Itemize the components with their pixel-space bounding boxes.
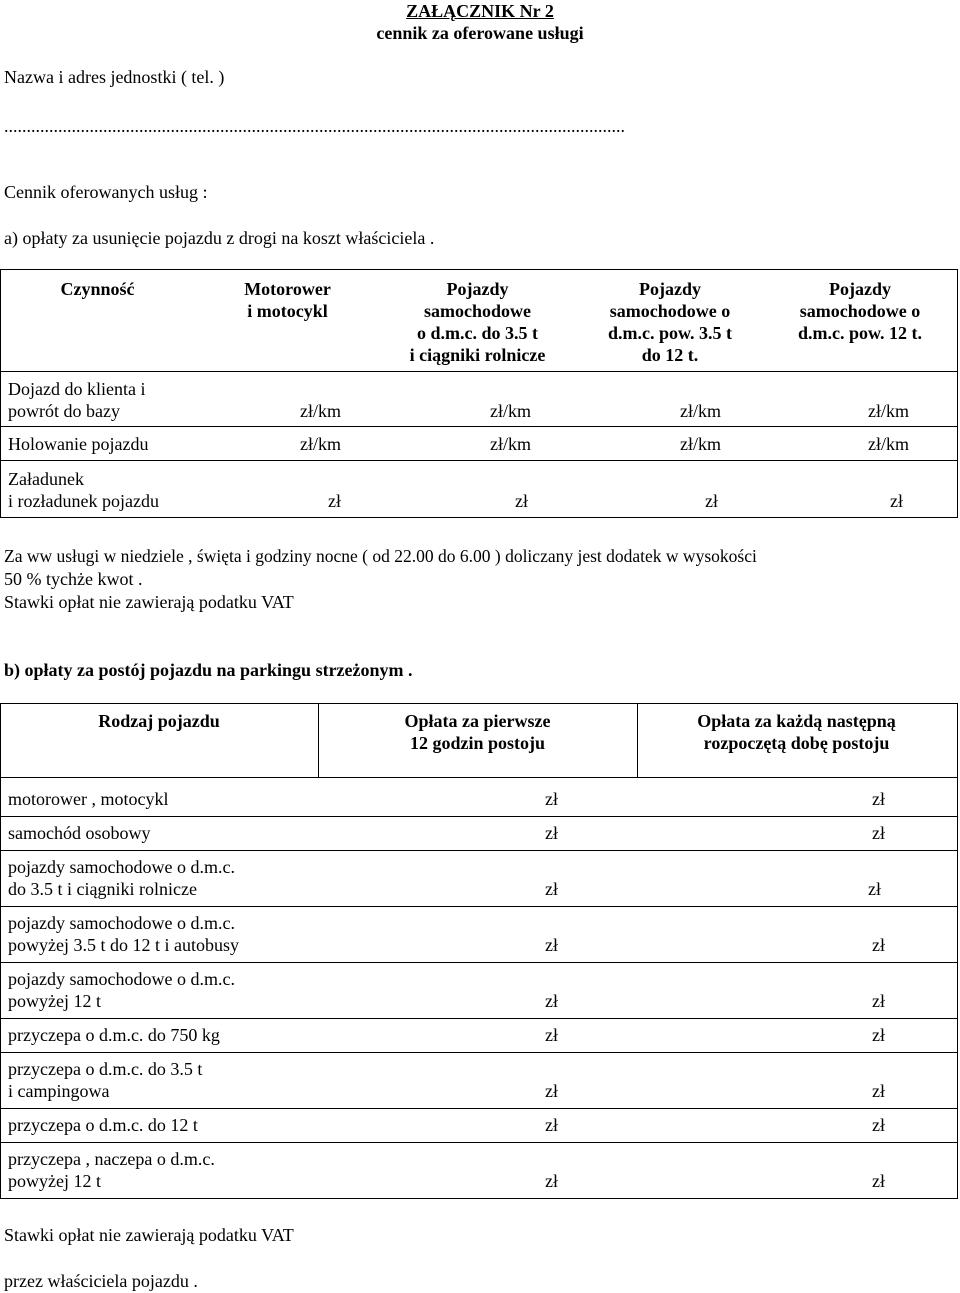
- table-a-cell: zł/km: [300, 434, 341, 454]
- table-b-row-label: pojazdy samochodowe o d.m.c. powyżej 3.5 t do 12 t i autobusy: [8, 913, 239, 955]
- table-b-cell: zł: [872, 935, 885, 955]
- table-b-cell: zł: [545, 1171, 558, 1191]
- table-a-cell: zł/km: [300, 401, 341, 421]
- table-a-cell: zł/km: [868, 401, 909, 421]
- table-b-cell: zł: [872, 991, 885, 1011]
- owner-note: przez właściciela pojazdu .: [4, 1271, 198, 1291]
- table-b-row-label: samochód osobowy: [8, 823, 151, 843]
- table-b-cell: zł: [545, 1025, 558, 1045]
- table-a-cell: zł: [328, 491, 341, 511]
- table-a-cell: zł/km: [490, 401, 531, 421]
- table-b-cell: zł: [545, 1081, 558, 1101]
- table-b-row-label: przyczepa , naczepa o d.m.c. powyżej 12 t: [8, 1149, 215, 1191]
- table-a-cell: zł/km: [490, 434, 531, 454]
- table-a-header-up-to-3-5t: Pojazdy samochodowe o d.m.c. do 3.5 t i ciągniki rolnicze: [409, 279, 546, 365]
- table-b-cell: zł: [545, 879, 558, 899]
- table-b-row-label: przyczepa o d.m.c. do 12 t: [8, 1115, 198, 1135]
- vat-note-1: Stawki opłat nie zawierają podatku VAT: [4, 592, 294, 612]
- table-b-cell: zł: [872, 789, 885, 809]
- table-a-cell: zł/km: [868, 434, 909, 454]
- table-b-header-each-next-day: Opłata za każdą następną rozpoczętą dobę postoju: [697, 711, 896, 753]
- table-b-row-label: pojazdy samochodowe o d.m.c. do 3.5 t i ciągniki rolnicze: [8, 857, 235, 899]
- table-a-header-3-5-to-12t: Pojazdy samochodowe o d.m.c. pow. 3.5 t do 12 t.: [607, 279, 732, 365]
- table-b-row-label: przyczepa o d.m.c. do 750 kg: [8, 1025, 220, 1045]
- table-a-cell: zł/km: [680, 434, 721, 454]
- table-a-cell: zł/km: [680, 401, 721, 421]
- dotted-fill-line: ..........................................................................................................................................: [4, 116, 625, 136]
- section-a-title: a) opłaty za usunięcie pojazdu z drogi na koszt właściciela .: [4, 228, 435, 248]
- table-b-row-label: pojazdy samochodowe o d.m.c. powyżej 12 t: [8, 969, 235, 1011]
- table-b-cell: zł: [545, 823, 558, 843]
- table-b-cell: zł: [872, 1025, 885, 1045]
- table-b-header-first-12h: Opłata za pierwsze 12 godzin postoju: [404, 711, 551, 753]
- table-a-cell: zł: [705, 491, 718, 511]
- unit-name-label: Nazwa i adres jednostki ( tel. ): [4, 67, 225, 87]
- table-b-cell: zł: [868, 879, 881, 899]
- table-a-header-activity: Czynność: [60, 279, 135, 299]
- section-b-title: b) opłaty za postój pojazdu na parkingu strzeżonym .: [4, 660, 413, 680]
- page-subtitle: cennik za oferowane usługi: [376, 23, 584, 43]
- table-a-cell: zł: [890, 491, 903, 511]
- table-b-cell: zł: [545, 789, 558, 809]
- table-b-cell: zł: [872, 1171, 885, 1191]
- table-a-row-label: Załadunek i rozładunek pojazdu: [8, 469, 159, 511]
- table-b-cell: zł: [545, 935, 558, 955]
- table-b-row-label: motorower , motocykl: [8, 789, 169, 809]
- offered-services-label: Cennik oferowanych usług :: [4, 182, 208, 202]
- table-b-row-label: przyczepa o d.m.c. do 3.5 t i campingowa: [8, 1059, 203, 1101]
- table-a-cell: zł: [515, 491, 528, 511]
- table-b-header-vehicle-type: Rodzaj pojazdu: [98, 711, 220, 731]
- table-a-header-over-12t: Pojazdy samochodowe o d.m.c. pow. 12 t.: [797, 279, 922, 343]
- page-title: ZAŁĄCZNIK Nr 2: [406, 1, 554, 21]
- surcharge-note-line-1: Za ww usługi w niedziele , święta i godziny nocne ( od 22.00 do 6.00 ) doliczany jest dodatek w wysokości: [4, 546, 757, 566]
- table-b-cell: zł: [545, 1115, 558, 1135]
- surcharge-note-line-2: 50 % tychże kwot .: [4, 569, 143, 589]
- table-a-header-motorcycle: Motorower i motocykl: [244, 279, 331, 321]
- table-b-cell: zł: [872, 1081, 885, 1101]
- table-b-cell: zł: [545, 991, 558, 1011]
- vat-note-2: Stawki opłat nie zawierają podatku VAT: [4, 1225, 294, 1245]
- table-b-cell: zł: [872, 1115, 885, 1135]
- table-a-row-label: Dojazd do klienta i powrót do bazy: [8, 379, 146, 421]
- table-b-cell: zł: [872, 823, 885, 843]
- table-a-row-label: Holowanie pojazdu: [8, 434, 149, 454]
